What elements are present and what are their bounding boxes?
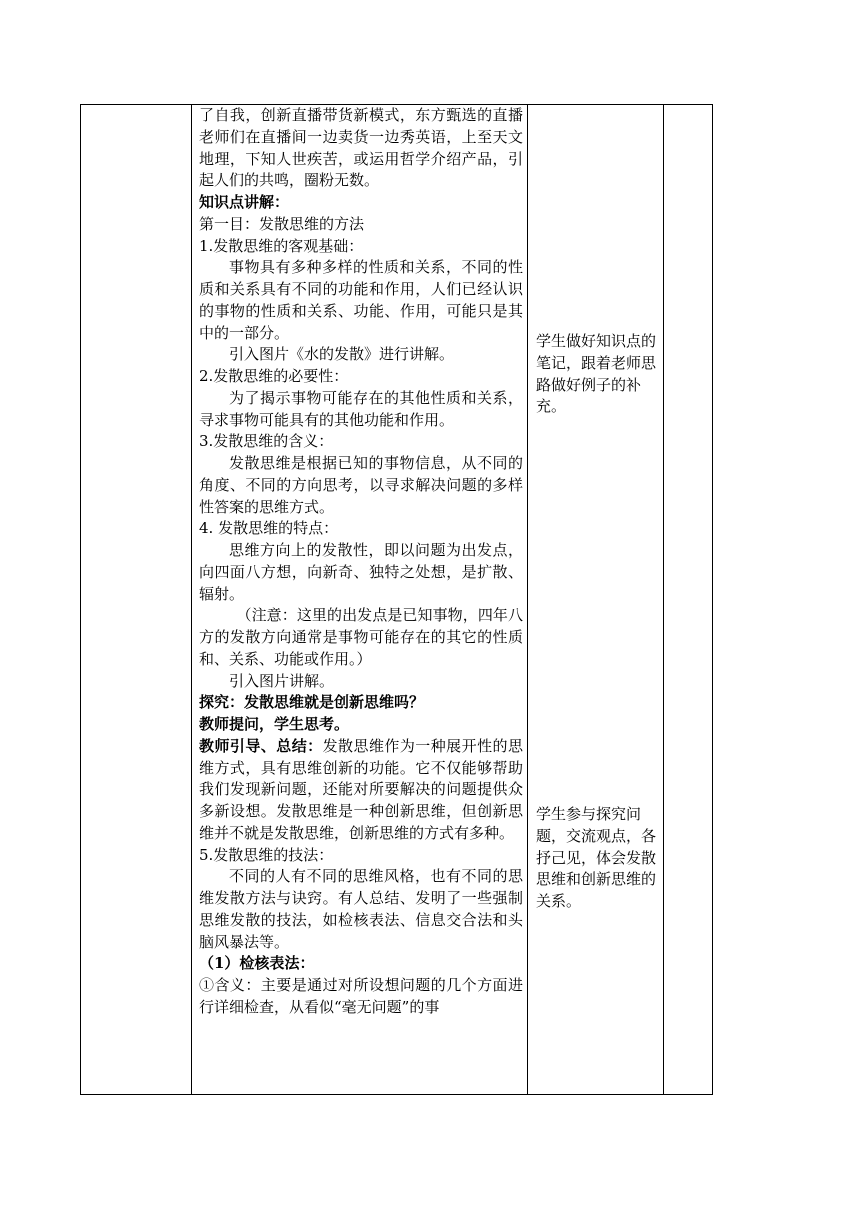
content-paragraph: 教师提问，学生思考。: [199, 715, 350, 733]
teaching-content: [192, 105, 527, 1019]
content-paragraph: 思维方向上的发散性，即以问题为出发点，向四面八方想，向新奇、独特之处想，是扩散、辐射。: [199, 541, 523, 603]
empty-column-right: [664, 105, 713, 1095]
table-row: [81, 105, 713, 1095]
student-activity-note-2: 学生参与探究问题，交流观点，各抒己见，体会发散思维和创新思维的关系。: [536, 805, 657, 910]
paragraph-lead: 教师引导、总结：: [199, 736, 323, 755]
content-paragraph: 事物具有多种多样的性质和关系，不同的性质和关系具有不同的功能和作用，人们已经认识的事物的性质和关系、功能、作用，可能只是其中的一部分。: [199, 258, 523, 342]
content-paragraph: 了自我，创新直播带货新模式，东方甄选的直播老师们在直播间一边卖货一边秀英语，上至天文地理，下知人世疾苦，或运用哲学介绍产品，引起人们的共鸣，圈粉无数。: [199, 106, 523, 190]
content-paragraph: （注意：这里的出发点是已知事物，四年八方的发散方向通常是事物可能存在的其它的性质和、关系、功能或作用。）: [199, 606, 523, 668]
content-paragraph: 引入图片讲解。: [229, 671, 335, 690]
teaching-content-cell: [192, 105, 528, 1095]
content-paragraph: 4. 发散思维的特点：: [199, 519, 339, 538]
content-paragraph: 3.发散思维的含义：: [199, 432, 334, 451]
content-paragraph: 1.发散思维的客观基础：: [199, 236, 364, 255]
content-paragraph: 知识点讲解：: [199, 193, 290, 211]
content-paragraph: [199, 736, 523, 845]
lesson-plan-table: [80, 104, 713, 1095]
content-paragraph: 发散思维是根据已知的事物信息，从不同的角度、不同的方向思考，以寻求解决问题的多样性答案的思维方式。: [199, 454, 523, 516]
student-activity-note-1: 学生做好知识点的笔记，跟着老师思路做好例子的补充。: [536, 332, 657, 416]
content-paragraph: 第一目：发散思维的方法: [199, 214, 365, 233]
content-paragraph: 不同的人有不同的思维风格，也有不同的思维发散方法与诀窍。有人总结、发明了一些强制思维发散的技法，如检核表法、信息交合法和头脑风暴法等。: [199, 867, 523, 951]
content-paragraph: 5.发散思维的技法：: [199, 845, 334, 864]
student-activity-cell: [528, 105, 664, 1095]
content-paragraph: 为了揭示事物可能存在的其他性质和关系，寻求事物可能具有的其他功能和作用。: [199, 388, 523, 429]
paragraph-text: 发散思维作为一种展开性的思维方式，具有思维创新的功能。它不仅能够帮助我们发现新问题，还能对所要解决的问题提供众多新设想。发散思维是一种创新思维，但创新思维并不就是发散思维，创新思维的方式有多种。: [199, 736, 523, 842]
content-paragraph: （1）检核表法：: [199, 954, 315, 973]
content-paragraph: 探究：发散思维就是创新思维吗？: [199, 693, 425, 712]
content-paragraph: 引入图片《水的发散》进行讲解。: [229, 345, 455, 364]
content-paragraph: ①含义：主要是通过对所设想问题的几个方面进行详细检查，从看似“毫无问题”的事: [199, 976, 523, 1016]
empty-column-left: [81, 105, 192, 1095]
content-paragraph: 2.发散思维的必要性：: [199, 367, 349, 385]
